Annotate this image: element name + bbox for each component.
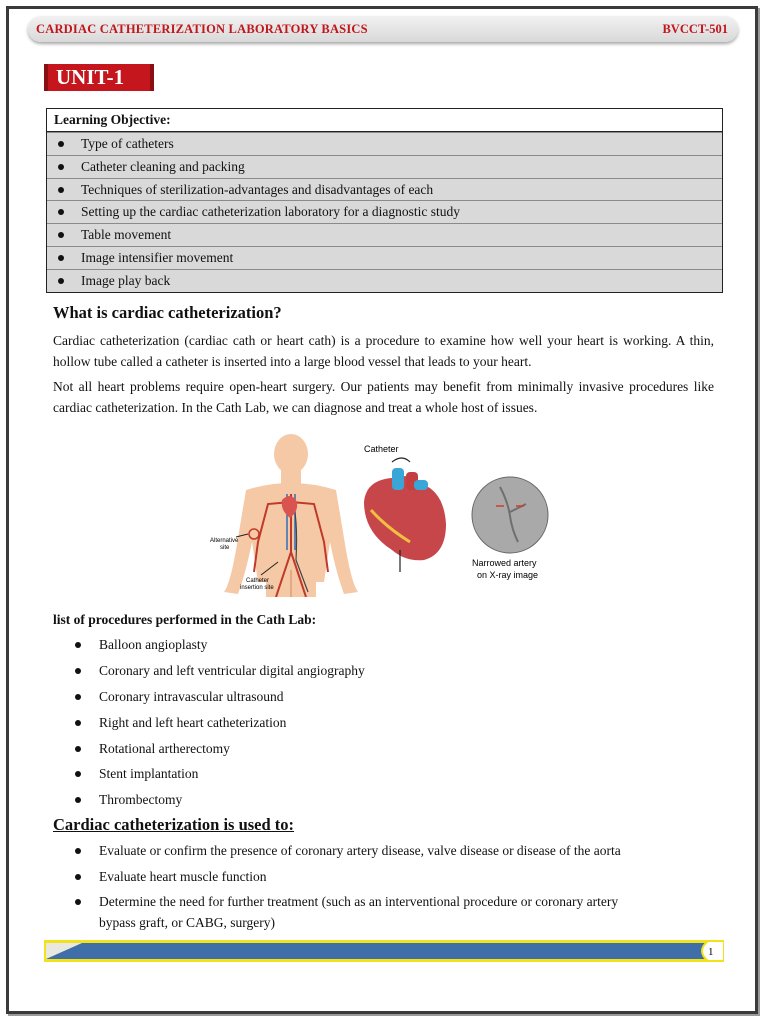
objective-item: Image intensifier movement: [47, 246, 722, 269]
paragraph-benefits: Not all heart problems require open-heart surgery. Our patients may benefit from minimally invasive procedures like cardiac catheterization. In the Cath Lab, we can diagnose and treat a whole host of issues.: [53, 379, 714, 415]
bullet-icon: [75, 642, 81, 648]
bullet-icon: [75, 797, 81, 803]
list-item: Evaluate heart muscle function: [72, 866, 712, 887]
list-item: Right and left heart catheterization: [72, 710, 365, 736]
objective-item: Techniques of sterilization-advantages and disadvantages of each: [47, 178, 722, 201]
bullet-icon: [58, 141, 64, 147]
objective-item: Catheter cleaning and packing: [47, 155, 722, 178]
objective-item: Table movement: [47, 223, 722, 246]
bullet-icon: [75, 746, 81, 752]
bullet-icon: [58, 187, 64, 193]
bullet-icon: [58, 164, 64, 170]
procedures-heading: list of procedures performed in the Cath Lab:: [53, 612, 317, 627]
list-item: Stent implantation: [72, 761, 365, 787]
xray-label: Narrowed artery: [472, 558, 537, 568]
bullet-icon: [75, 899, 81, 905]
xray-label-2: on X-ray image: [477, 570, 539, 580]
running-header: [28, 16, 738, 42]
uses-list: [72, 840, 712, 938]
page-number: 1: [708, 946, 714, 958]
bullet-icon: [58, 232, 64, 238]
bullet-icon: [75, 848, 81, 854]
list-item: Balloon angioplasty: [72, 632, 365, 658]
header-title: CARDIAC CATHETERIZATION LABORATORY BASICS: [36, 22, 368, 36]
alt-site-label: Alternative: [210, 538, 239, 544]
list-item: Thrombectomy: [72, 787, 365, 813]
bullet-icon: [58, 209, 64, 215]
heart-illustration: [364, 458, 446, 572]
list-item: Determine the need for further treatment (such as an interventional procedure or coronary artery bypass graft, or CABG, surgery): [72, 891, 712, 933]
learning-objective-box: [46, 108, 723, 293]
section-heading-what-is: What is cardiac catheterization?: [53, 303, 282, 322]
objective-item: Image play back: [47, 269, 722, 292]
insertion-site-label-2: insertion site: [240, 585, 274, 591]
bullet-icon: [75, 771, 81, 777]
cardiac-cath-illustration: [196, 432, 564, 597]
learning-objective-title: Learning Objective:: [47, 109, 722, 132]
alt-site-label-2: site: [220, 545, 230, 551]
bullet-icon: [75, 694, 81, 700]
list-item: Rotational artherectomy: [72, 736, 365, 762]
footer-blue-band: [46, 943, 714, 959]
catheter-label: Catheter: [364, 444, 399, 454]
unit-badge: UNIT-1: [44, 64, 154, 91]
list-item: Coronary intravascular ultrasound: [72, 684, 365, 710]
xray-image: [472, 477, 548, 553]
objective-item: Setting up the cardiac catheterization laboratory for a diagnostic study: [47, 200, 722, 223]
insertion-site-label: Catheter: [246, 578, 270, 584]
bullet-icon: [75, 874, 81, 880]
objective-item: Type of catheters: [47, 132, 722, 155]
procedures-list: [72, 632, 365, 813]
uses-heading: Cardiac catheterization is used to:: [53, 815, 295, 834]
header-course-code: BVCCT-501: [662, 22, 728, 36]
list-item: Evaluate or confirm the presence of coronary artery disease, valve disease or disease of the aorta: [72, 840, 712, 861]
bullet-icon: [58, 278, 64, 284]
bullet-icon: [75, 668, 81, 674]
paragraph-definition: Cardiac catheterization (cardiac cath or heart cath) is a procedure to examine how well your heart is working. A thin, hollow tube called a catheter is inserted into a large blood vessel that leads to your heart.: [53, 333, 714, 369]
bullet-icon: [58, 255, 64, 261]
bullet-icon: [75, 720, 81, 726]
list-item: Coronary and left ventricular digital angiography: [72, 658, 365, 684]
footer-bar: [44, 938, 724, 964]
